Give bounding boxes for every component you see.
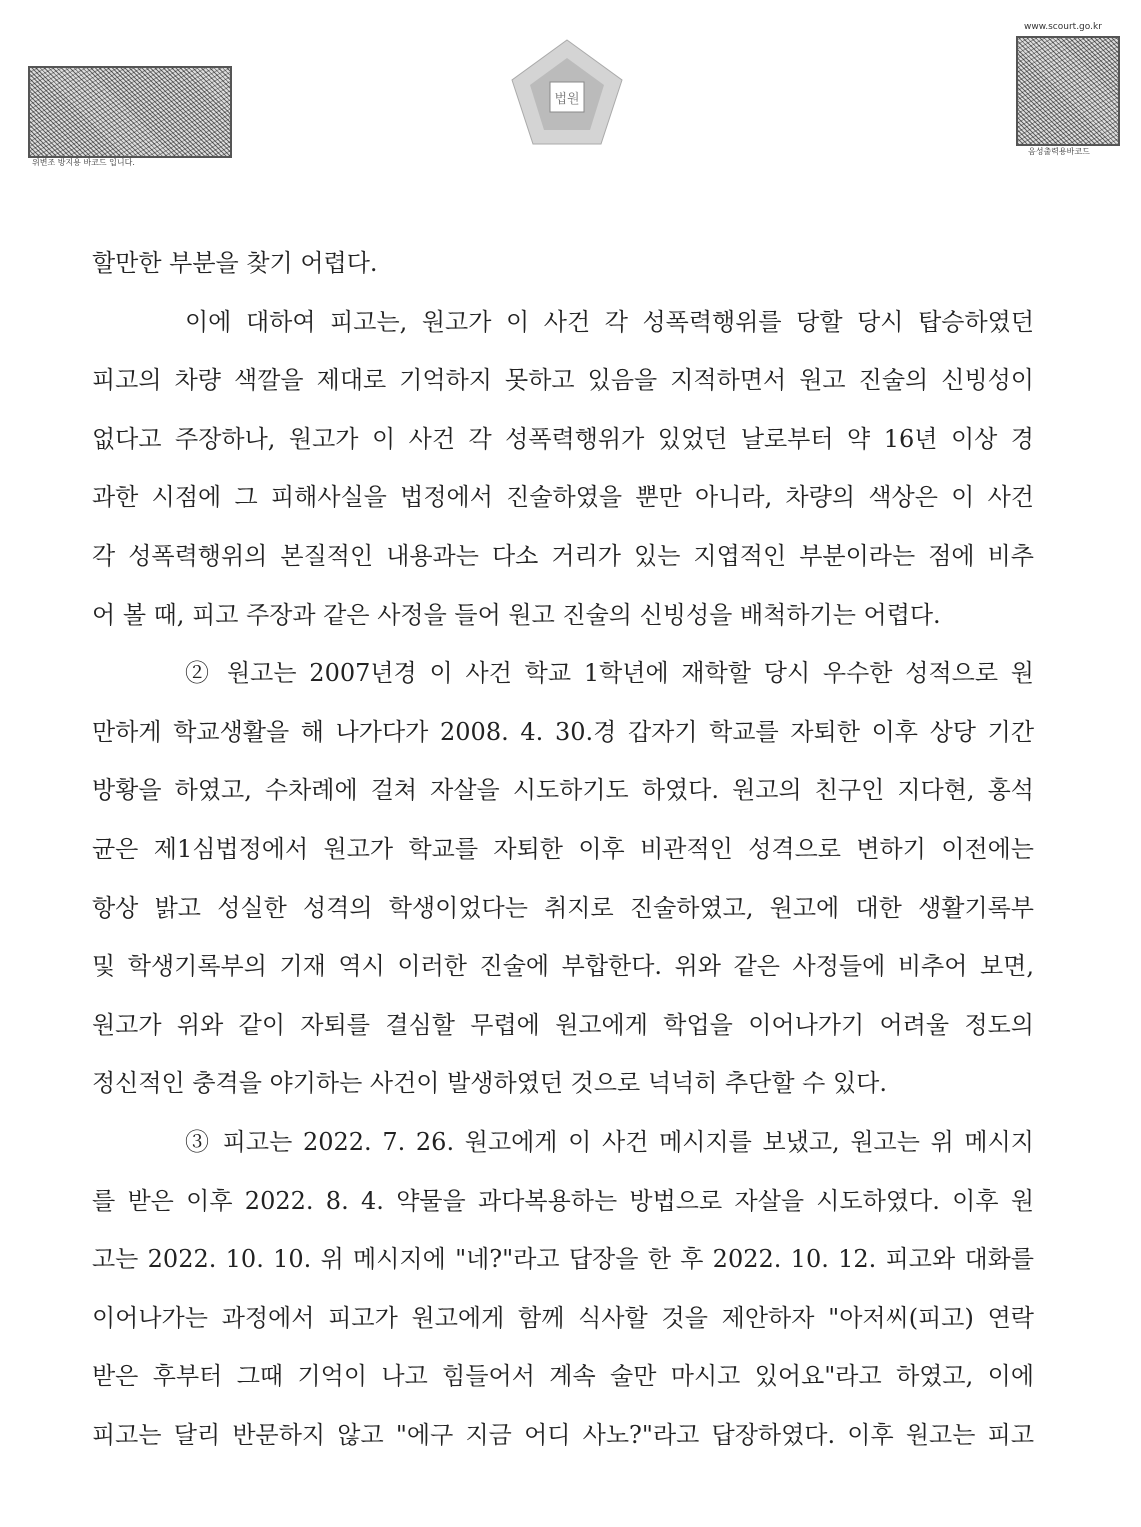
document-body [92, 240, 1034, 1470]
text-line: 를 받은 이후 2022. 8. 4. 약물을 과다복용하는 방법으로 자살을 시도하였다. 이후 원 [92, 1186, 1034, 1215]
text-line: 이어나가는 과정에서 피고가 원고에게 함께 식사할 것을 제안하자 "아저씨(피고) 연락 [92, 1303, 1034, 1332]
text-line: 만하게 학교생활을 해 나가다가 2008. 4. 30.경 갑자기 학교를 자퇴한 이후 상당 기간 [92, 717, 1034, 746]
anti-forgery-barcode-label: 위변조 방지용 바코드 입니다. [32, 158, 135, 167]
text-line: 원고가 위와 같이 자퇴를 결심할 무렵에 원고에게 학업을 이어나가기 어려울 정도의 [92, 1010, 1034, 1039]
text-line: 어 볼 때, 피고 주장과 같은 사정을 들어 원고 진술의 신빙성을 배척하기는 어렵다. [92, 600, 941, 629]
court-url: www.scourt.go.kr [1024, 22, 1102, 32]
text-line: 고는 2022. 10. 10. 위 메시지에 "네?"라고 답장을 한 후 2022. 10. 12. 피고와 대화를 [92, 1245, 1034, 1274]
text-line: 이에 대하여 피고는, 원고가 이 사건 각 성폭력행위를 당할 당시 탑승하였던 [185, 307, 1034, 336]
text-line: 받은 후부터 그때 기억이 나고 힘들어서 계속 술만 마시고 있어요"라고 하였고, 이에 [92, 1362, 1034, 1391]
voice-output-barcode-label: 음성출력용바코드 [1028, 147, 1090, 156]
text-line: 과한 시점에 그 피해사실을 법정에서 진술하였을 뿐만 아니라, 차량의 색상은 이 사건 [92, 483, 1034, 512]
text-line: ② 원고는 2007년경 이 사건 학교 1학년에 재학할 당시 우수한 성적으로 원 [185, 659, 1034, 688]
text-line: 피고는 달리 반문하지 않고 "에구 지금 어디 사노?"라고 답장하였다. 이후 원고는 피고 [92, 1420, 1034, 1449]
text-line: 정신적인 충격을 야기하는 사건이 발생하였던 것으로 넉넉히 추단할 수 있다. [92, 1069, 887, 1098]
text-line: 방황을 하였고, 수차례에 걸쳐 자살을 시도하기도 하였다. 원고의 친구인 지다현, 홍석 [92, 776, 1034, 805]
anti-forgery-barcode [28, 66, 232, 158]
court-seal-logo [508, 36, 626, 148]
text-line: 각 성폭력행위의 본질적인 내용과는 다소 거리가 있는 지엽적인 부분이라는 점에 비추 [92, 541, 1034, 570]
voice-output-barcode [1016, 36, 1120, 146]
text-line: ③ 피고는 2022. 7. 26. 원고에게 이 사건 메시지를 보냈고, 원고는 위 메시지 [185, 1127, 1034, 1156]
seal-text: 법원 [554, 92, 580, 107]
text-line: 할만한 부분을 찾기 어렵다. [92, 249, 378, 277]
text-line: 및 학생기록부의 기재 역시 이러한 진술에 부합한다. 위와 같은 사정들에 비추어 보면, [92, 952, 1034, 981]
text-line: 균은 제1심법정에서 원고가 학교를 자퇴한 이후 비관적인 성격으로 변하기 이전에는 [92, 834, 1034, 863]
text-line: 항상 밝고 성실한 성격의 학생이었다는 취지로 진술하였고, 원고에 대한 생활기록부 [92, 893, 1034, 922]
text-line: 없다고 주장하나, 원고가 이 사건 각 성폭력행위가 있었던 날로부터 약 16년 이상 경 [92, 424, 1034, 453]
text-line: 피고의 차량 색깔을 제대로 기억하지 못하고 있음을 지적하면서 원고 진술의 신빙성이 [92, 366, 1034, 395]
